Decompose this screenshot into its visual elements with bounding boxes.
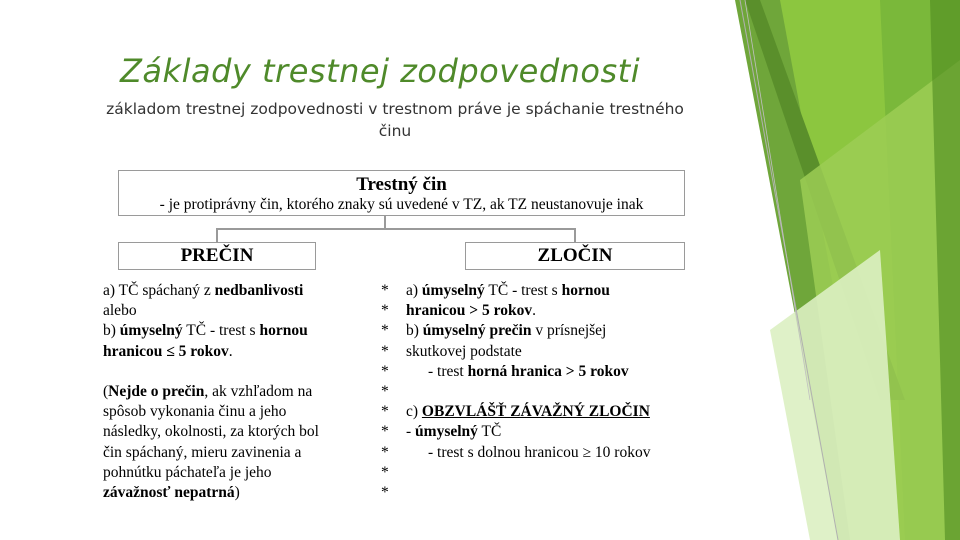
text-run: )	[234, 483, 240, 501]
slide-subtitle: základom trestnej zodpovednosti v trestnom práve je spáchanie trestného činu	[106, 100, 684, 140]
text-run: a) TČ spáchaný z	[103, 282, 215, 299]
zlocin-description	[406, 281, 650, 463]
text-run	[103, 362, 319, 382]
star-mark: *	[381, 302, 389, 320]
star-mark: *	[381, 483, 389, 501]
text-run: - trest	[428, 362, 468, 380]
text-run	[406, 301, 650, 321]
star-mark: *	[381, 342, 389, 360]
text-run	[103, 281, 319, 301]
star-separator	[381, 281, 389, 503]
star-mark: *	[381, 322, 389, 340]
star-mark: *	[381, 403, 389, 421]
text-run: c)	[406, 403, 422, 421]
text-run: (	[103, 382, 109, 400]
definition-text: - je protiprávny čin, ktorého znaky sú uvedené v TZ, ak TZ neustanovuje inak	[159, 196, 644, 213]
text-run: úmyselný prečin	[422, 322, 532, 340]
text-run: hornou	[561, 282, 610, 299]
text-run: horná hranica > 5 rokov	[467, 362, 629, 380]
text-run	[103, 321, 319, 341]
text-run: hranicou ≤ 5 rokov	[103, 342, 229, 360]
text-run: b)	[406, 322, 423, 340]
text-run: úmyselný	[421, 282, 485, 299]
connector-vertical	[384, 215, 386, 228]
text-run: TČ - trest s	[484, 282, 562, 299]
precin-description	[103, 281, 319, 503]
text-run: v prísnejšej	[531, 322, 607, 340]
definition-box	[118, 170, 685, 216]
connector-horizontal	[216, 228, 574, 230]
text-run: .	[228, 342, 233, 360]
text-run	[406, 362, 650, 382]
definition-heading: Trestný čin	[356, 174, 447, 195]
text-run	[406, 321, 650, 341]
text-run	[406, 281, 650, 301]
text-run: čin spáchaný, mieru zavinenia a	[103, 443, 302, 461]
text-run	[103, 382, 319, 402]
text-run: úmyselný	[415, 423, 478, 441]
text-run: , ak vzhľadom na	[204, 382, 313, 400]
text-run: alebo	[103, 302, 137, 320]
text-run: hranicou > 5 rokov	[406, 302, 533, 320]
text-run	[406, 382, 650, 402]
slide-title: Základy trestnej zodpovednosti	[120, 52, 641, 90]
star-mark: *	[381, 282, 389, 299]
text-run: b)	[103, 322, 120, 340]
star-mark: *	[381, 423, 389, 441]
text-run	[103, 483, 319, 503]
text-run: hornou	[259, 322, 308, 340]
text-run: -	[406, 423, 416, 441]
text-run: a)	[406, 282, 422, 299]
text-run: spôsob vykonania činu a jeho	[103, 403, 287, 421]
text-run	[103, 342, 319, 362]
text-run: .	[532, 302, 536, 320]
connector-left-drop	[216, 228, 218, 242]
star-mark: *	[381, 463, 389, 481]
category-precin: PREČIN	[118, 242, 316, 270]
text-run	[406, 402, 650, 422]
text-run: - trest s dolnou hranicou ≥ 10 rokov	[428, 443, 651, 461]
text-run: závažnosť nepatrná	[103, 483, 235, 501]
category-zlocin: ZLOČIN	[465, 242, 685, 270]
connector-right-drop	[574, 228, 576, 242]
star-mark: *	[381, 382, 389, 400]
text-run: úmyselný	[119, 322, 183, 340]
text-run: OBZVLÁŠŤ ZÁVAŽNÝ ZLOČIN	[421, 403, 650, 421]
text-run: skutkovej podstate	[406, 342, 522, 360]
text-run	[406, 422, 650, 442]
text-run: Nejde o prečin	[108, 382, 205, 400]
star-mark: *	[381, 362, 389, 380]
text-run: následky, okolnosti, za ktorých bol	[103, 423, 319, 441]
text-run: nedbanlivosti	[214, 282, 304, 299]
star-mark: *	[381, 443, 389, 461]
text-run: TČ	[477, 423, 502, 441]
text-run: pohnútku páchateľa je jeho	[103, 463, 272, 481]
text-run: TČ - trest s	[182, 322, 260, 340]
